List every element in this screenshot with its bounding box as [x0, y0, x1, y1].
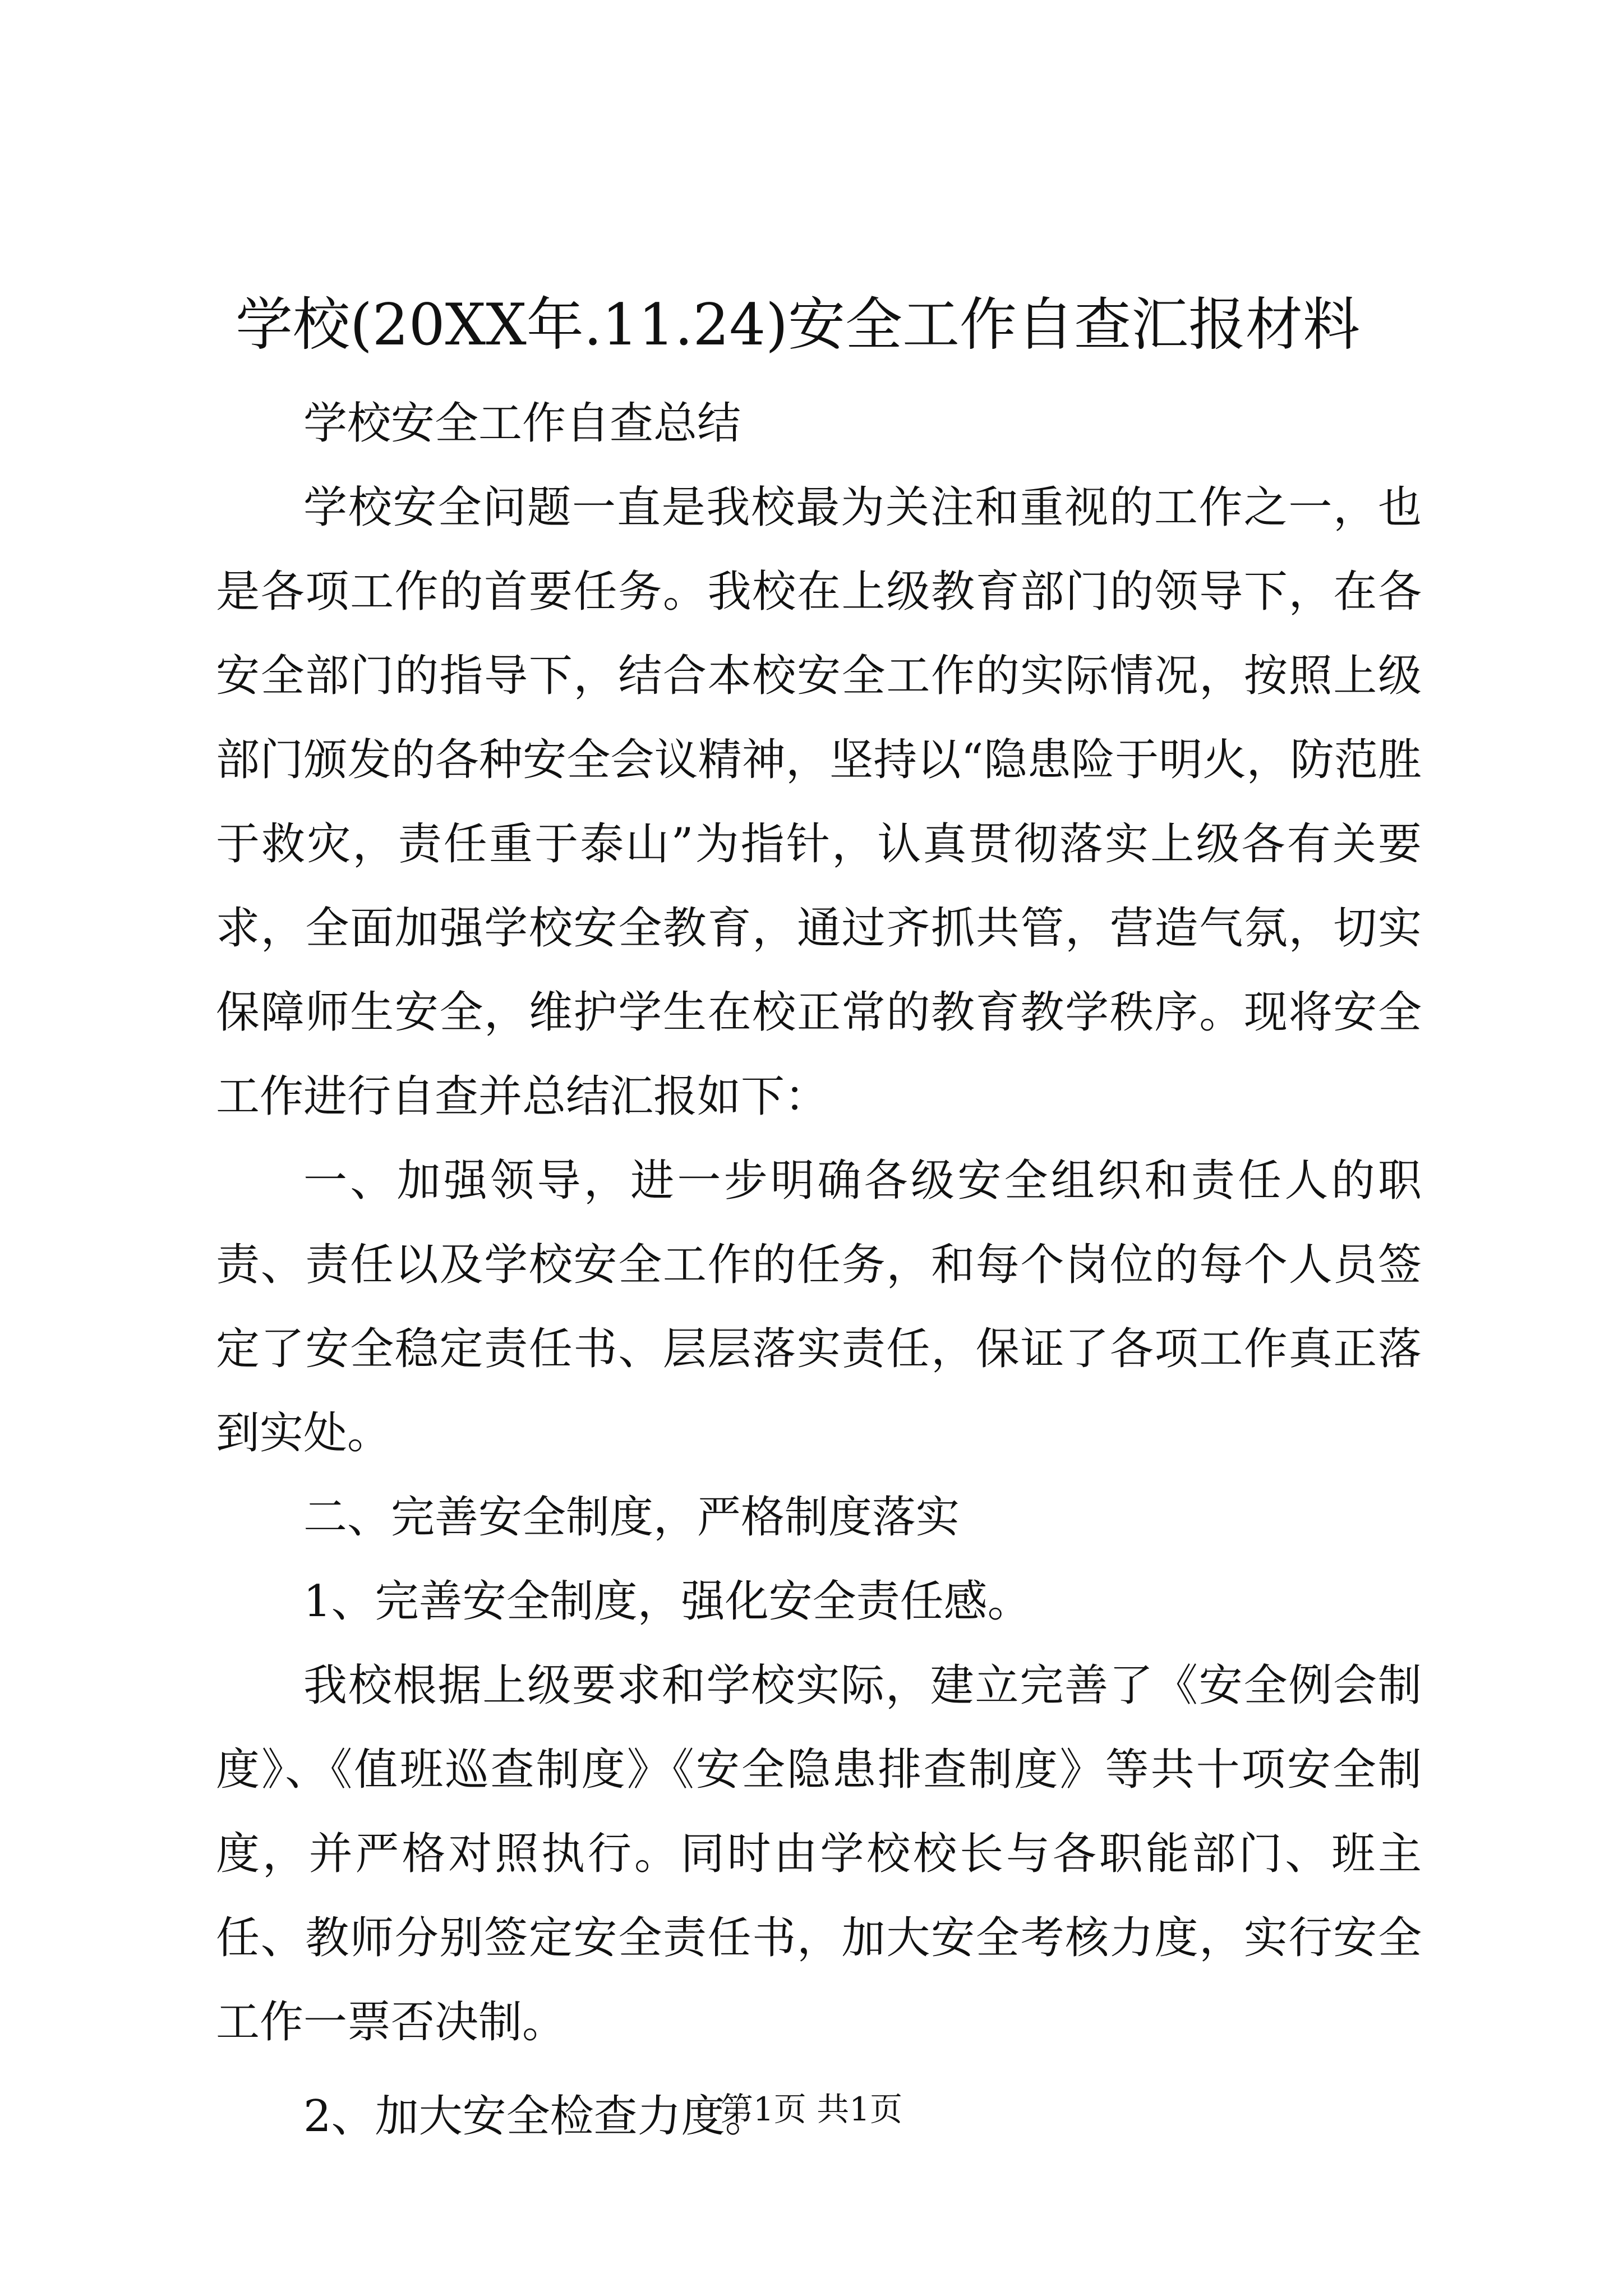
- paragraph-intro: 学校安全问题一直是我校最为关注和重视的工作之一，也是各项工作的首要任务。我校在上级教育部门的领导下，在各安全部门的指导下，结合本校安全工作的实际情况，按照上级部门颁发的各种安全会议精神，坚持以“隐患险于明火，防范胜于救灾，责任重于泰山”为指针，认真贯彻落实上级各有关要求，全面加强学校安全教育，通过齐抓共管，营造气氛，切实保障师生安全，维护学生在校正常的教育教学秩序。现将安全工作进行自查并总结汇报如下：: [216, 482, 1422, 1122]
- paragraph-item-1-detail: 我校根据上级要求和学校实际，建立完善了《安全例会制度》、《值班巡查制度》《安全隐患排查制度》等共十项安全制度，并严格对照执行。同时由学校校长与各职能部门、班主任、教师分别签定安全责任书，加大安全考核力度，实行安全工作一票否决制。: [216, 1660, 1422, 2047]
- page-footer: 第1页 共1页: [720, 2090, 903, 2128]
- document-title: 学校(20XX年.11.24)安全工作自查汇报材料: [236, 292, 1361, 358]
- paragraph-item-2: 2、加大安全检查力度。: [303, 2091, 769, 2142]
- paragraph-section-2-heading: 二、完善安全制度，严格制度落实: [303, 1492, 960, 1543]
- paragraph-section-1: 一、加强领导，进一步明确各级安全组织和责任人的职责、责任以及学校安全工作的任务，和每个岗位的每个人员签定了安全稳定责任书、层层落实责任，保证了各项工作真正落到实处。: [216, 1156, 1422, 1458]
- document-body: [216, 381, 1422, 2159]
- paragraph-item-1: 1、完善安全制度，强化安全责任感。: [303, 1576, 1031, 1627]
- paragraph-subtitle: 学校安全工作自查总结: [303, 398, 741, 449]
